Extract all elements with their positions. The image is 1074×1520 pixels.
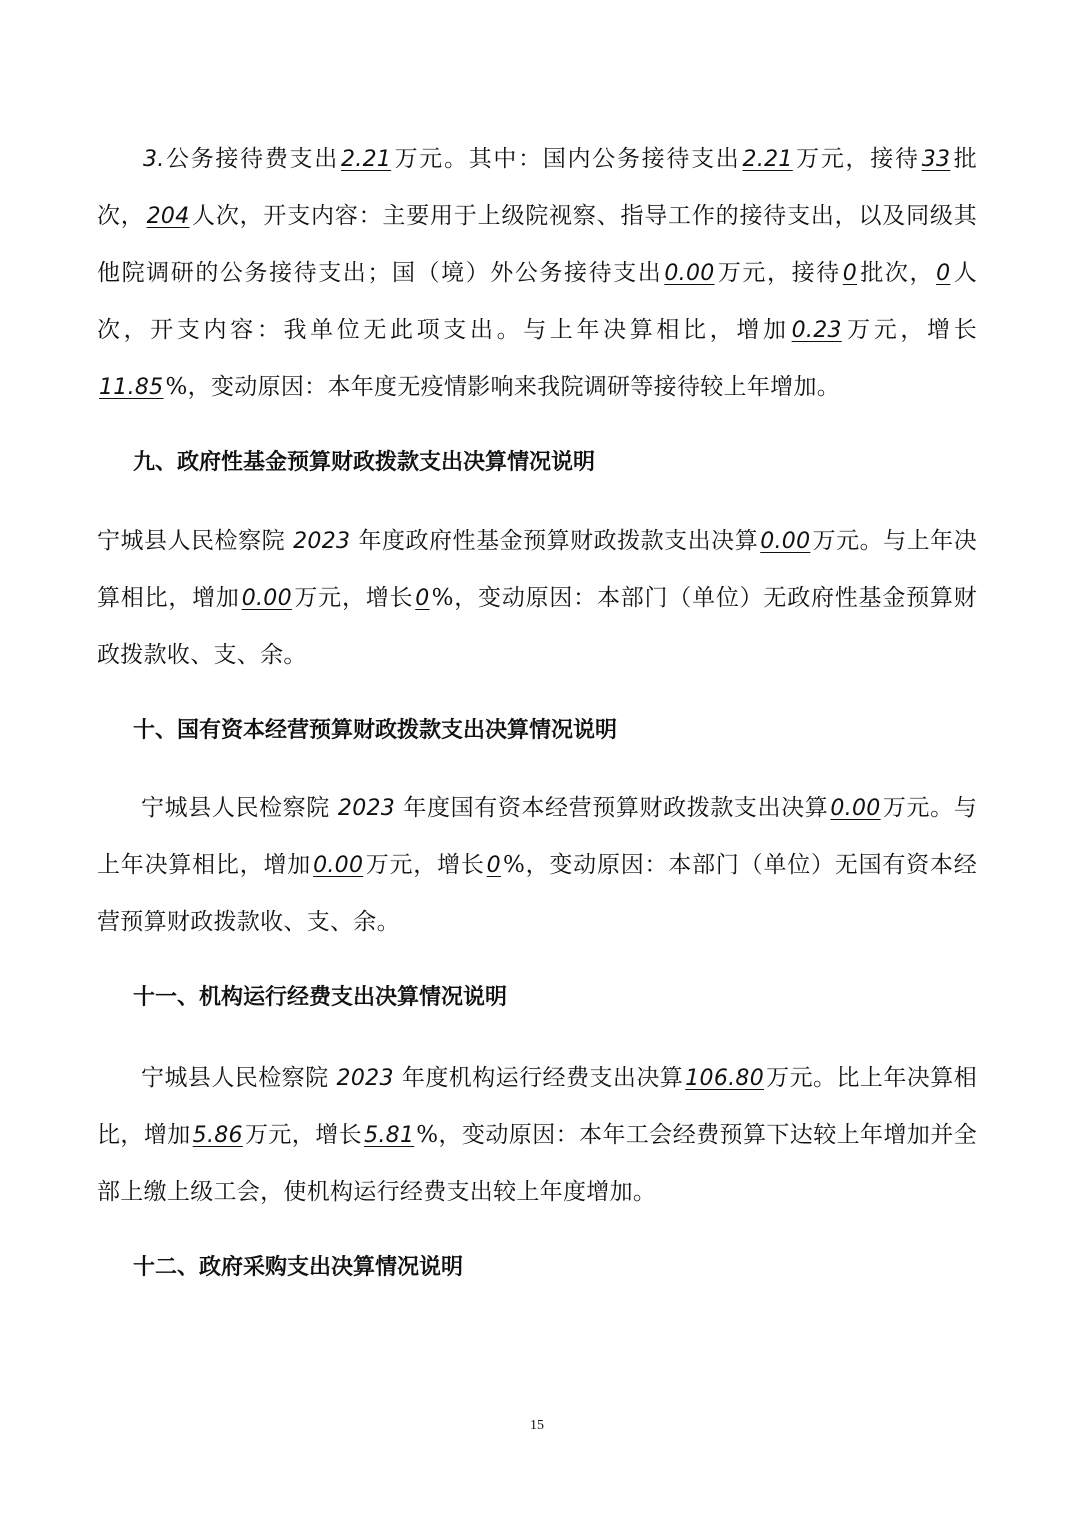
text: 年度政府性基金预算财政拨款支出决算 — [358, 528, 759, 554]
text: 万元，接待 — [716, 260, 841, 286]
domestic-batches-value: 33 — [921, 147, 951, 172]
foreign-reception-value: 0.00 — [664, 261, 715, 286]
text: 万元，增长 — [843, 317, 977, 343]
text: 万元，增长 — [293, 585, 414, 611]
text: 万元，接待 — [794, 146, 920, 172]
fund-growth-value: 0 — [415, 586, 430, 611]
text: 宁城县人民检察院 — [97, 528, 286, 554]
text: 公务接待费支出 — [164, 146, 339, 172]
page-number: 15 — [530, 1418, 544, 1433]
reception-total-value: 2.21 — [340, 147, 392, 172]
text: %，变动原因：本年度无疫情影响来我院调研等接待较上年增加。 — [165, 374, 841, 400]
fund-increase-value: 0.00 — [241, 586, 292, 611]
government-fund-paragraph — [97, 513, 977, 684]
reception-expense-paragraph — [97, 131, 977, 416]
text: 万元。其中：国内公务接待支出 — [393, 146, 741, 172]
year: 2023 — [293, 529, 351, 554]
increase-value: 0.23 — [791, 318, 842, 343]
section-heading-10: 十、国有资本经营预算财政拨款支出决算情况说明 — [133, 718, 618, 743]
text: %，变动原因：本部门（单位）无政府性基金预算财政拨款收、支、余。 — [97, 585, 977, 668]
text: 万元。比上年决算相比，增加 — [97, 1065, 977, 1148]
text: 宁城县人民检察院 — [141, 795, 330, 821]
text: 年度机构运行经费支出决算 — [401, 1065, 684, 1091]
year: 2023 — [336, 1066, 394, 1091]
foreign-batches-value: 0 — [842, 261, 858, 286]
text: 年度国有资本经营预算财政拨款支出决算 — [403, 795, 829, 821]
text: 宁城县人民检察院 — [141, 1065, 329, 1091]
item-number: 3. — [143, 147, 165, 172]
year: 2023 — [337, 796, 396, 821]
operating-expense-value: 106.80 — [685, 1066, 764, 1091]
foreign-persons-value: 0 — [936, 261, 951, 286]
capital-expense-value: 0.00 — [830, 796, 881, 821]
text: 万元，增长 — [244, 1122, 363, 1148]
growth-rate-value: 11.85 — [99, 375, 164, 400]
text: 人次，开支内容：主要用于上级院视察、指导工作的接待支出，以及同级其他院调研的公务接待支出；国（境）外公务接待支出 — [97, 203, 977, 286]
operating-increase-value: 5.86 — [192, 1123, 243, 1148]
text: 人次，开支内容：我单位无此项支出。与上年决算相比，增加 — [97, 260, 977, 343]
operating-growth-value: 5.81 — [364, 1123, 415, 1148]
domestic-persons-value: 204 — [146, 204, 190, 229]
section-heading-11: 十一、机构运行经费支出决算情况说明 — [133, 985, 508, 1010]
section-heading-9: 九、政府性基金预算财政拨款支出决算情况说明 — [133, 450, 596, 475]
text: 万元，增长 — [365, 852, 485, 878]
domestic-reception-value: 2.21 — [742, 147, 793, 172]
section-heading-12: 十二、政府采购支出决算情况说明 — [133, 1255, 464, 1280]
capital-increase-value: 0.00 — [313, 853, 364, 878]
text: %，变动原因：本年工会经费预算下达较上年增加并全部上缴上级工会，使机构运行经费支出较上年度增加。 — [97, 1122, 977, 1205]
text: 万元。与上年决算相比，增加 — [97, 528, 977, 611]
capital-growth-value: 0 — [486, 853, 501, 878]
fund-expense-value: 0.00 — [760, 529, 811, 554]
text: 万元。与上年决算相比，增加 — [97, 795, 978, 878]
text: 批次， — [859, 260, 935, 286]
state-capital-paragraph — [97, 780, 977, 951]
text: %，变动原因：本部门（单位）无国有资本经营预算财政拨款收、支、余。 — [97, 852, 978, 935]
operating-expense-paragraph — [97, 1050, 977, 1221]
text: 批次， — [97, 146, 978, 229]
